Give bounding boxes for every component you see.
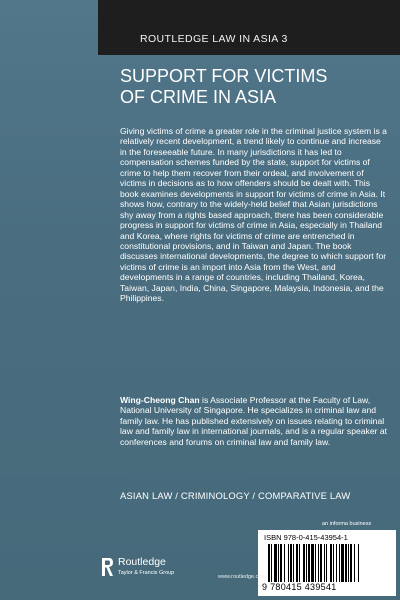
book-description: Giving victims of crime a greater role in the criminal justice system is a relatively recent development, a trend likely to continue and increase in the foreseeable future. In many jurisdictions it has led to compensation schemes funded by the state, support for victims of crime to help them recover from their ordeal, and involvement of victims in decisions as to how offenders should be dealt with. This book examines developments in support for victims of crime in Asia. It shows how, contrary to the widely-held belief that Asian jurisdictions shy away from a rights based approach, there has been considerable progress in support for victims of crime in Asia, especially in Thailand and Korea, where rights for victims of crime are entrenched in constitutional provisions, and in Taiwan and Japan. The book discusses international developments, the degree to which support for victims of crime is an import into Asia from the West, and developments in a range of countries, including Thailand, Korea, Taiwan, Japan, India, China, Singapore, Malaysia, Indonesia, and the Philippines. (120, 126, 387, 304)
author-bio (120, 395, 388, 447)
subject-categories: ASIAN LAW / CRIMINOLOGY / COMPARATIVE LAW (120, 490, 351, 501)
publisher-website: www.routledge.com (218, 574, 266, 580)
series-banner (98, 0, 400, 55)
book-title (120, 66, 390, 108)
book-title-line-2: OF CRIME IN ASIA (120, 87, 277, 107)
author-bio-text: is Associate Professor at the Faculty of Law, National University of Singapore. He specializes in criminal law and family law. He has published extensively on issues relating to criminal law and family law in international journals, and is a regular speaker at conferences and forums on criminal law and family law. (120, 395, 388, 447)
author-name: Wing-Cheong Chan (120, 395, 200, 405)
barcode-number: 9 780415 439541 (262, 582, 337, 592)
series-label: ROUTLEDGE LAW IN ASIA 3 (140, 33, 288, 45)
book-title-line-1: SUPPORT FOR VICTIMS (120, 66, 328, 86)
isbn-label: ISBN 978-0-415-43954-1 (264, 533, 348, 542)
barcode-panel (258, 530, 396, 596)
routledge-logo-icon (100, 557, 114, 577)
barcode-icon (268, 544, 388, 582)
publisher-name: Routledge (118, 556, 166, 568)
publisher-group: Taylor & Francis Group (118, 570, 175, 576)
informa-tagline: an informa business (322, 521, 372, 527)
